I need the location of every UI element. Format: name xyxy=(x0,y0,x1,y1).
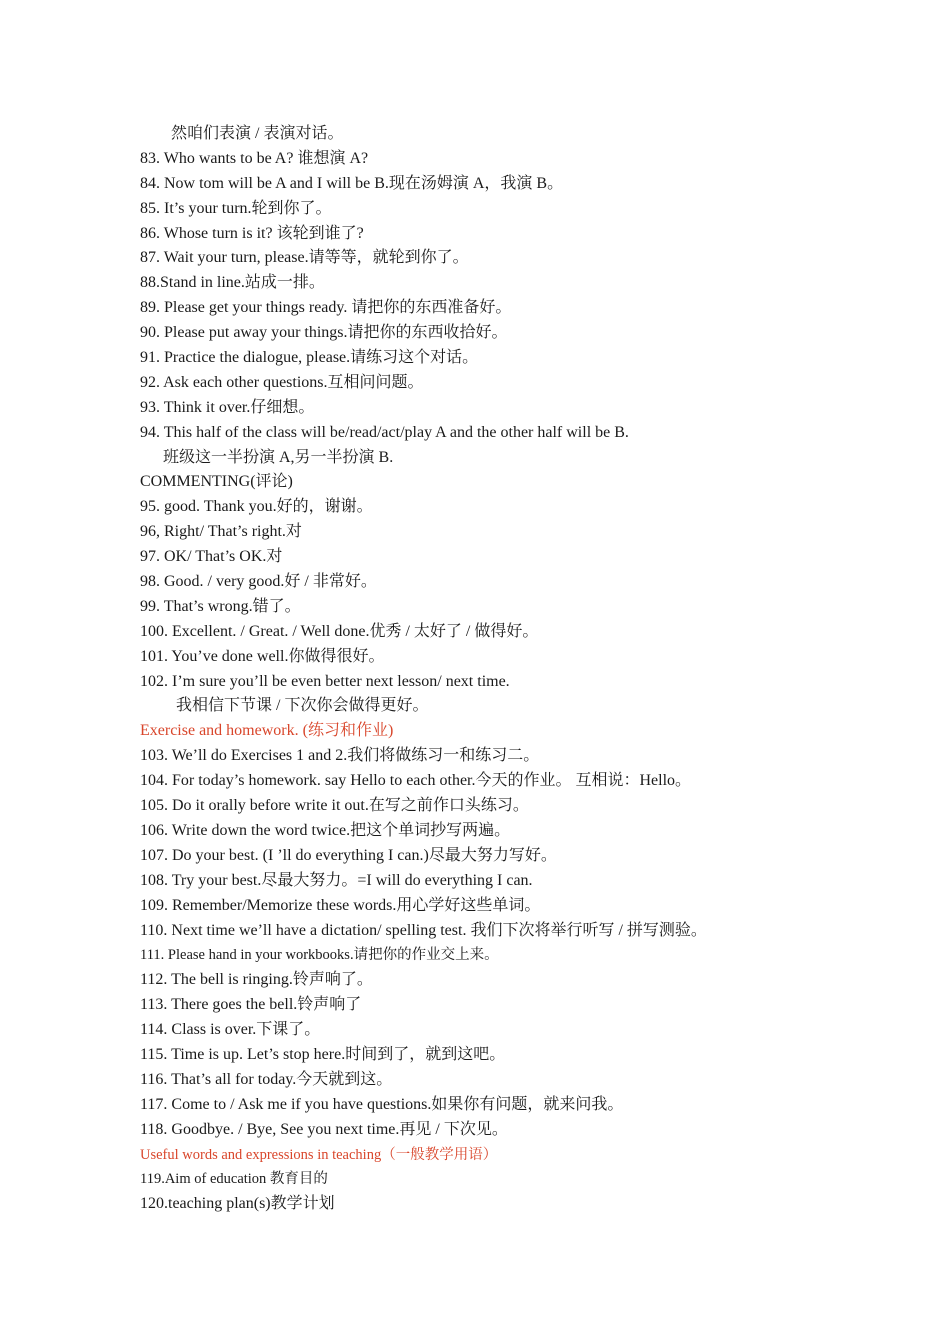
text-line: 91. Practice the dialogue, please.请练习这个对话。 xyxy=(140,349,479,367)
text-line: 班级这一半扮演 A,另一半扮演 B. xyxy=(163,448,394,466)
text-line: 87. Wait your turn, please.请等等，就轮到你了。 xyxy=(140,249,469,267)
text-line: 116. That’s all for today.今天就到这。 xyxy=(140,1070,393,1088)
section-heading: Useful words and expressions in teaching（一般教学用语） xyxy=(140,1146,498,1163)
text-line: 92. Ask each other questions.互相问问题。 xyxy=(140,373,424,391)
text-line: 89. Please get your things ready. 请把你的东西准备好。 xyxy=(140,299,512,317)
text-line: 112. The bell is ringing.铃声响了。 xyxy=(140,971,373,989)
text-line: 114. Class is over.下课了。 xyxy=(140,1021,321,1039)
text-line: 108. Try your best.尽最大努力。=I will do everything I can. xyxy=(140,871,533,889)
text-line: 97. OK/ That’s OK.对 xyxy=(140,548,283,566)
text-line: 104. For today’s homework. say Hello to each other.今天的作业。 互相说：Hello。 xyxy=(140,772,692,790)
section-heading: Exercise and homework. (练习和作业) xyxy=(140,722,394,740)
text-line: 120.teaching plan(s)教学计划 xyxy=(140,1195,335,1213)
text-line: 118. Goodbye. / Bye, See you next time.再见 / 下次见。 xyxy=(140,1120,508,1138)
text-line: 93. Think it over.仔细想。 xyxy=(140,398,315,416)
text-line: 103. We’ll do Exercises 1 and 2.我们将做练习一和练习二。 xyxy=(140,747,540,765)
text-line: 99. That’s wrong.错了。 xyxy=(140,597,301,615)
text-line: 109. Remember/Memorize these words.用心学好这些单词。 xyxy=(140,896,541,914)
text-line: 98. Good. / very good.好 / 非常好。 xyxy=(140,573,377,591)
text-line: 102. I’m sure you’ll be even better next lesson/ next time. xyxy=(140,672,510,690)
text-line: 115. Time is up. Let’s stop here.时间到了，就到这吧。 xyxy=(140,1045,506,1063)
text-line: 86. Whose turn is it? 该轮到谁了? xyxy=(140,224,364,242)
text-line: 110. Next time we’ll have a dictation/ spelling test. 我们下次将举行听写 / 拼写测验。 xyxy=(140,921,707,939)
text-line: 106. Write down the word twice.把这个单词抄写两遍。 xyxy=(140,821,511,839)
text-line: 88.Stand in line.站成一排。 xyxy=(140,274,325,292)
text-line: 96, Right/ That’s right.对 xyxy=(140,523,302,541)
text-line: 101. You’ve done well.你做得很好。 xyxy=(140,647,385,665)
text-line: 105. Do it orally before write it out.在写之前作口头练习。 xyxy=(140,797,529,815)
text-line: 117. Come to / Ask me if you have questions.如果你有问题，就来问我。 xyxy=(140,1095,624,1113)
text-line: 85. It’s your turn.轮到你了。 xyxy=(140,199,332,217)
text-line: COMMENTING(评论) xyxy=(140,473,293,491)
text-line: 100. Excellent. / Great. / Well done.优秀 / 太好了 / 做得好。 xyxy=(140,622,539,640)
text-line: 83. Who wants to be A? 谁想演 A? xyxy=(140,149,369,167)
text-line: 然咱们表演 / 表演对话。 xyxy=(171,125,344,142)
document-page xyxy=(140,122,840,1217)
text-line: 111. Please hand in your workbooks.请把你的作业交上来。 xyxy=(140,947,499,964)
text-line: 107. Do your best. (I ’ll do everything I can.)尽最大努力写好。 xyxy=(140,846,557,864)
text-line: 95. good. Thank you.好的，谢谢。 xyxy=(140,498,373,516)
text-line: 119.Aim of education 教育目的 xyxy=(140,1171,328,1188)
text-line: 90. Please put away your things.请把你的东西收拾好。 xyxy=(140,324,508,342)
text-line: 我相信下节课 / 下次你会做得更好。 xyxy=(176,697,429,715)
text-line: 84. Now tom will be A and I will be B.现在汤姆演 A，我演 B。 xyxy=(140,174,564,192)
text-line: 94. This half of the class will be/read/act/play A and the other half will be B. xyxy=(140,423,629,441)
text-line: 113. There goes the bell.铃声响了 xyxy=(140,996,362,1014)
